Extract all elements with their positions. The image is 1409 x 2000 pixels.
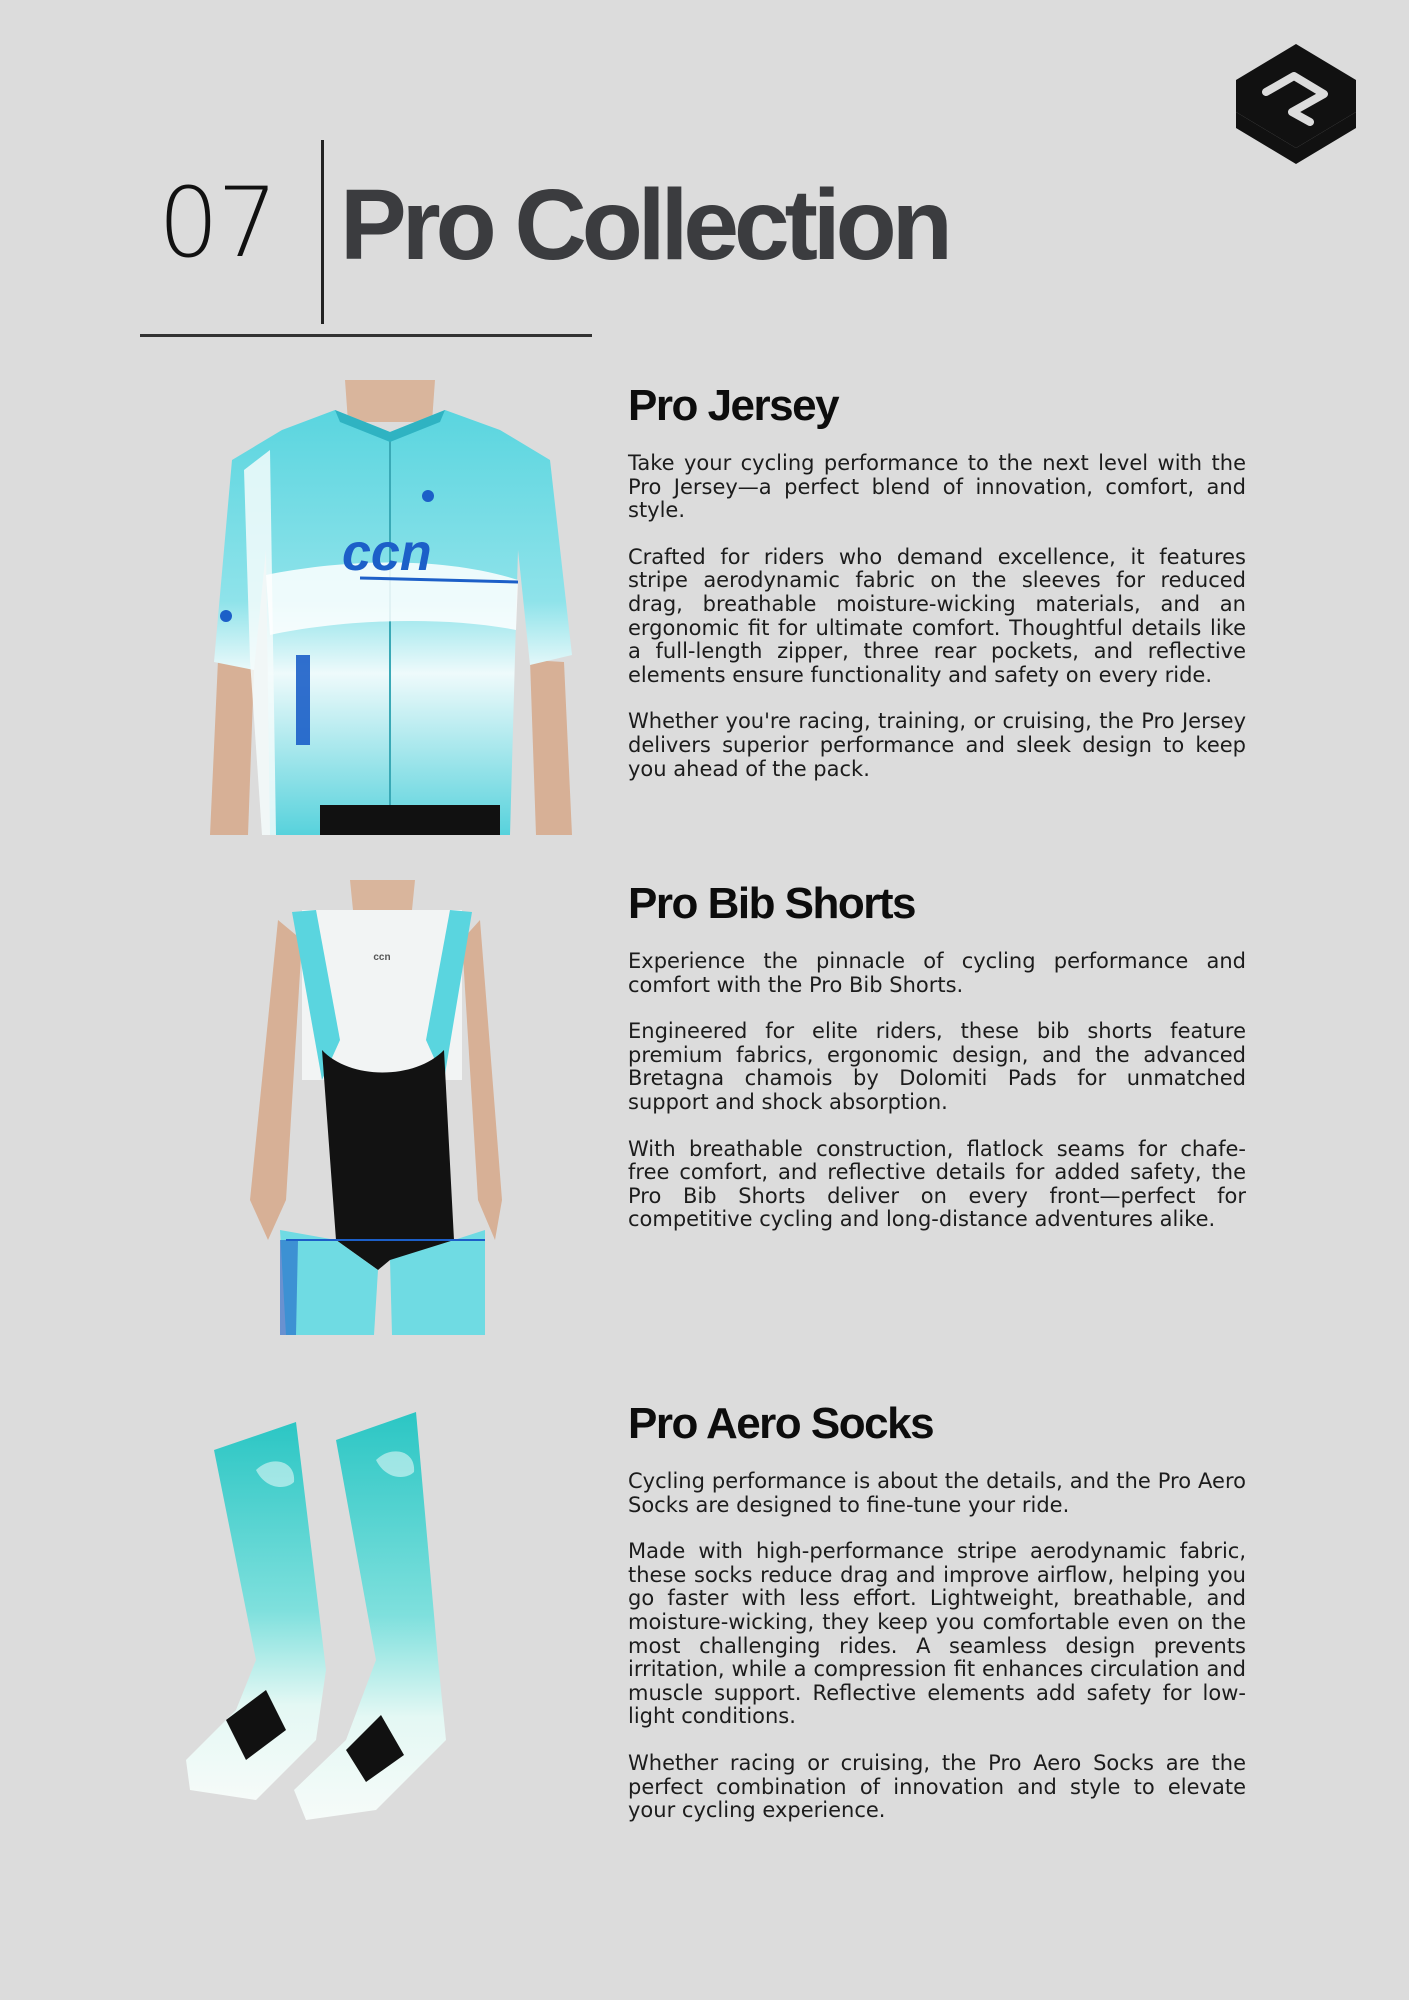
product-paragraph: Crafted for riders who demand excellence, it features stripe aerodynamic fabric on the sleeves for reduced drag, breathable moisture-wicking materials, and an ergonomic fit for ultimate comfort. Thoughtful details like a full-length zipper, three rear pockets, and reflective elements ensure functionality and safety on every ride. — [628, 544, 1246, 687]
product-paragraph: Whether racing or cruising, the Pro Aero Socks are the perfect combination of innovation and style to elevate your cycling experience. — [628, 1750, 1246, 1823]
page-title: Pro Collection — [340, 169, 948, 281]
brand-logo-icon — [1232, 40, 1360, 168]
jersey-image — [200, 380, 580, 835]
product-paragraph: Take your cycling performance to the next level with the Pro Jersey—a perfect blend of innovation, comfort, and style. — [628, 451, 1246, 523]
product-paragraph: Cycling performance is about the details, and the Pro Aero Socks are designed to fine-tune your ride. — [628, 1469, 1246, 1517]
product-pro-bib-shorts — [628, 876, 1246, 1255]
product-paragraph: Made with high-performance stripe aerodynamic fabric, these socks reduce drag and improve airflow, helping you go faster with less effort. Lightweight, breathable, and moisture-wicking, they keep you comfortable even on the most challenging rides. A seamless design prevents irritation, while a compression fit enhances circulation and muscle support. Reflective elements add safety for low-light conditions. — [628, 1539, 1246, 1729]
product-pro-jersey — [628, 378, 1246, 804]
bib-print-text: ccn — [373, 952, 391, 963]
product-paragraph: Whether you're racing, training, or cruising, the Pro Jersey delivers superior performance and sleek design to keep you ahead of the pack. — [628, 709, 1246, 781]
product-paragraph: Experience the pinnacle of cycling performance and comfort with the Pro Bib Shorts. — [628, 949, 1246, 997]
product-title: Pro Aero Socks — [628, 1399, 934, 1448]
product-title: Pro Jersey — [628, 381, 839, 430]
product-pro-aero-socks — [628, 1396, 1246, 1846]
header-divider-horizontal — [140, 334, 592, 337]
section-number: 07 — [158, 167, 277, 279]
product-title: Pro Bib Shorts — [628, 879, 916, 928]
bib-shorts-image — [240, 880, 525, 1335]
aero-socks-image — [176, 1410, 566, 1840]
header-divider-vertical — [321, 140, 324, 324]
jersey-print-text: ccn — [342, 524, 432, 582]
product-paragraph: With breathable construction, flatlock seams for chafe-free comfort, and reflective details for added safety, the Pro Bib Shorts deliver on every front—perfect for competitive cycling and long-distance adventures alike. — [628, 1136, 1246, 1232]
product-paragraph: Engineered for elite riders, these bib shorts feature premium fabrics, ergonomic design, and the advanced Bretagna chamois by Dolomiti Pads for unmatched support and shock absorption. — [628, 1019, 1246, 1114]
